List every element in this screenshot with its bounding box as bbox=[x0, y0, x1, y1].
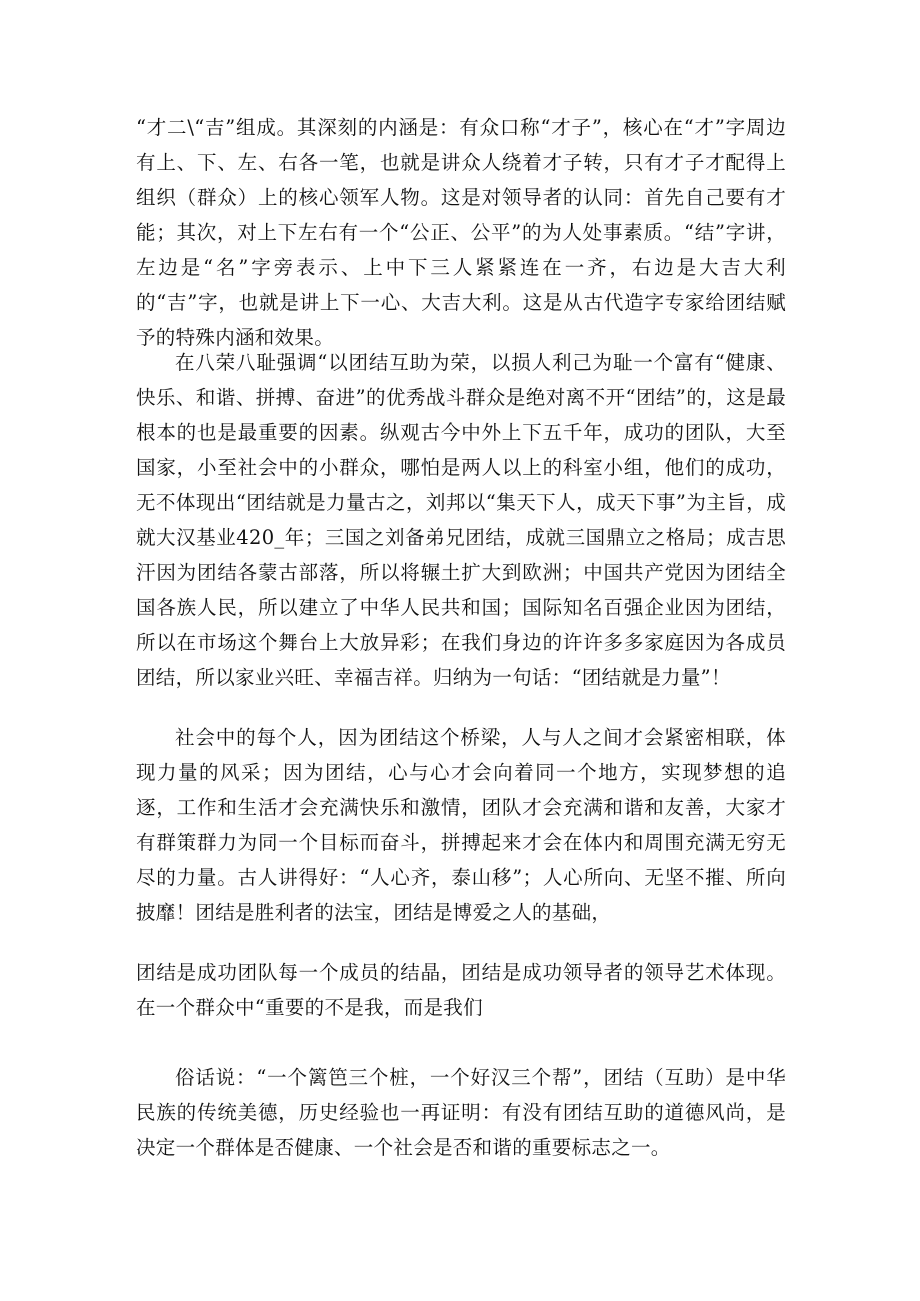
paragraph-character-meaning: “才二\“吉”组成。其深刻的内涵是：有众口称“才子”，核心在“才”字周边有上、下、左、右各一笔，也就是讲众人绕着才子转，只有才子才配得上组织（群众）上的核心领军人物。这是对领导者的认同：首先自己要有才能；其次，对上下左右有一个“公正、公平”的为人处事素质。“结”字讲，左边是“名”字旁表示、上中下三人紧紧连在一齐，右边是大吉大利的“吉”字，也就是讲上下一心、大吉大利。这是从古代造字专家给团结赋予的特殊内涵和效果。 bbox=[136, 116, 786, 349]
paragraph-unity-history: 在八荣八耻强调“以团结互助为荣，以损人利己为耻一个富有“健康、快乐、和谐、拼搏、奋进”的优秀战斗群众是绝对离不开“团结”的，这是最根本的也是最重要的因素。纵观古今中外上下五千年，成功的团队，大至国家，小至社会中的小群众，哪怕是两人以上的科室小组，他们的成功，无不体现出“团结就是力量古之，刘邦以“集天下人，成天下事”为主旨，成就大汉基业420_年；三国之刘备弟兄团结，成就三国鼎立之格局；成吉思汗因为团结各蒙古部落，所以将辗土扩大到欧洲；中国共产党因为团结全国各族人民，所以建立了中华人民共和国；国际知名百强企业因为团结，所以在市场这个舞台上大放异彩；在我们身边的许许多多家庭因为各成员团结，所以家业兴旺、幸福吉祥。归纳为一句话：“团结就是力量”！ bbox=[136, 351, 786, 689]
paragraph-unity-society: 社会中的每个人，因为团结这个桥梁，人与人之间才会紧密相联，体现力量的风采；因为团结，心与心才会向着同一个地方，实现梦想的追逐，工作和生活才会充满快乐和激情，团队才会充满和谐和友善，大家才有群策群力为同一个目标而奋斗，拼搏起来才会在体内和周围充满无穷无尽的力量。古人讲得好：“人心齐，泰山移”；人心所向、无坚不摧、所向披靡！团结是胜利者的法宝，团结是博爱之人的基础， bbox=[136, 726, 786, 924]
paragraph-unity-team: 团结是成功团队每一个成员的结晶，团结是成功领导者的领导艺术体现。在一个群众中“重要的不是我，而是我们 bbox=[136, 961, 786, 1019]
paragraph-proverb: 俗话说：“一个篱笆三个桩，一个好汉三个帮”，团结（互助）是中华民族的传统美德，历史经验也一再证明：有没有团结互助的道德风尚，是决定一个群体是否健康、一个社会是否和谐的重要标志之一。 bbox=[136, 1066, 786, 1159]
